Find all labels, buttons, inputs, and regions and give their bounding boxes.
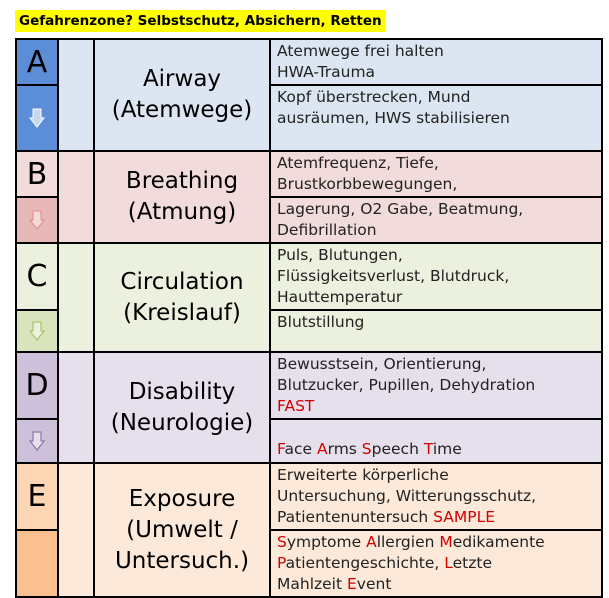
sample-a-rest: llergien [376, 533, 440, 551]
abcde-table [15, 38, 603, 598]
text-a2-line2: ausräumen, HWS stabilisieren [277, 109, 510, 127]
name-airway-de: (Atemwege) [111, 97, 253, 123]
fast-t-letter: T [423, 440, 433, 458]
spacer-a [58, 39, 94, 151]
sample-p-letter: P [277, 554, 286, 572]
arrow-down-icon [16, 197, 58, 243]
row-a-top [16, 39, 602, 85]
letter-a: A [16, 39, 58, 85]
sample-e-letter: E [347, 575, 357, 593]
text-e1 [270, 463, 602, 530]
name-circulation [94, 243, 270, 352]
text-a1 [270, 39, 602, 85]
text-d1-fast: FAST [277, 397, 315, 415]
spacer-c [58, 243, 94, 352]
text-d1 [270, 352, 602, 419]
sample-m-letter: M [439, 533, 453, 551]
text-c2 [270, 310, 602, 352]
sample-e-rest: vent [356, 575, 392, 593]
row-e-top [16, 463, 602, 530]
text-b2-line2: Defibrillation [277, 221, 377, 239]
text-b2 [270, 197, 602, 243]
sample-line3 [277, 574, 595, 595]
letter-c: C [16, 243, 58, 310]
fast-t-rest: ime [432, 440, 462, 458]
name-airway-en: Airway [142, 66, 222, 92]
spacer-e [58, 463, 94, 597]
row-c-top [16, 243, 602, 310]
sample-line2 [277, 553, 595, 574]
name-exposure-de1: (Umwelt / [126, 516, 238, 543]
sample-m-rest: edikamente [452, 533, 545, 551]
page-title: Gefahrenzone? Selbstschutz, Absichern, Retten [15, 10, 386, 32]
row-d-top [16, 352, 602, 419]
text-a1-line2: HWA-Trauma [277, 63, 376, 81]
fast-f-rest: ace [284, 440, 317, 458]
text-e1-sample: SAMPLE [433, 508, 496, 526]
sample-l-letter: L [444, 554, 453, 572]
fast-a-rest: rms [327, 440, 362, 458]
name-exposure [94, 463, 270, 597]
name-breathing-en: Breathing [125, 168, 239, 194]
name-breathing-de: (Atmung) [127, 199, 237, 225]
name-circulation-en: Circulation [120, 268, 244, 295]
text-b1-line2: Brustkorbbewegungen, [277, 175, 458, 193]
name-breathing [94, 151, 270, 243]
sample-s-rest: ymptome [286, 533, 367, 551]
name-disability [94, 352, 270, 463]
name-exposure-de2: Untersuch.) [114, 547, 250, 574]
text-a2-line1: Kopf überstrecken, Mund [277, 88, 471, 106]
text-b2-line1: Lagerung, O2 Gabe, Beatmung, [277, 200, 524, 218]
text-a2 [270, 85, 602, 151]
text-c2-line1: Blutstillung [277, 313, 365, 331]
name-circulation-de: (Kreislauf) [123, 299, 241, 326]
text-e1-line3 [277, 507, 595, 528]
row-b-top [16, 151, 602, 197]
text-c1-line2: Flüssigkeitsverlust, Blutdruck, [277, 267, 510, 285]
spacer-d [58, 352, 94, 463]
text-c1 [270, 243, 602, 310]
name-disability-en: Disability [128, 378, 236, 405]
text-b1 [270, 151, 602, 197]
text-e2 [270, 530, 602, 597]
sample-p-rest: atientengeschichte, [285, 554, 445, 572]
text-e1-line3a: Patientenuntersuch [277, 508, 434, 526]
text-a1-line1: Atemwege frei halten [277, 42, 444, 60]
letter-b: B [16, 151, 58, 197]
arrow-down-icon [16, 419, 58, 463]
fast-a-letter: A [316, 440, 328, 458]
letter-e-bottom [16, 530, 58, 597]
text-d2-fast-expansion [277, 439, 595, 460]
text-c1-line1: Puls, Blutungen, [277, 246, 403, 264]
sample-line1 [277, 532, 595, 553]
sample-l-rest: etzte [452, 554, 493, 572]
name-airway [94, 39, 270, 151]
fast-f-letter: F [277, 440, 285, 458]
letter-d: D [16, 352, 58, 419]
fast-s-letter: S [361, 440, 372, 458]
name-disability-de: (Neurologie) [110, 409, 254, 436]
spacer-b [58, 151, 94, 243]
name-exposure-en: Exposure [128, 485, 236, 512]
text-d1-line2: Blutzucker, Pupillen, Dehydration [277, 376, 536, 394]
letter-e: E [16, 463, 58, 530]
text-e1-line2: Untersuchung, Witterungsschutz, [277, 487, 537, 505]
text-b1-line1: Atemfrequenz, Tiefe, [277, 154, 439, 172]
text-e1-line1: Erweiterte körperliche [277, 466, 449, 484]
sample-a-letter: A [366, 533, 377, 551]
text-d1-line1: Bewusstsein, Orientierung, [277, 355, 487, 373]
text-c1-line3: Hauttemperatur [277, 288, 403, 306]
arrow-down-icon [16, 85, 58, 151]
sample-mahlzeit: Mahlzeit [277, 575, 347, 593]
arrow-down-icon [16, 310, 58, 352]
sample-s-letter: S [277, 533, 287, 551]
fast-s-rest: peech [371, 440, 424, 458]
text-d2 [270, 419, 602, 463]
